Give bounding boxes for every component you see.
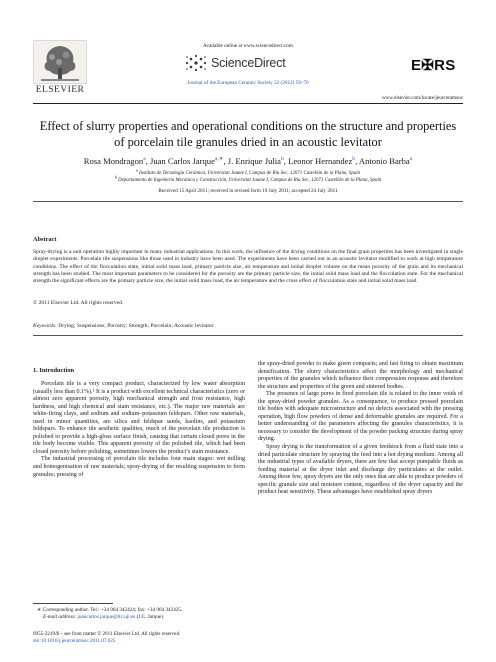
journal-url[interactable]: www.elsevier.com/locate/jeurceramsoc	[381, 95, 463, 101]
email-link[interactable]: juancarlos.jarque@itc.uji.es	[77, 613, 136, 620]
keywords-line	[33, 323, 463, 330]
keywords-list: Drying; Suspensions; Porosity; Strength; Porcelain; Acoustic levitator	[58, 323, 214, 329]
elsevier-logo	[33, 40, 87, 95]
keywords-label: Keywords:	[33, 323, 57, 329]
elsevier-tree-icon	[33, 40, 87, 84]
elsevier-wordmark: ELSEVIER	[35, 84, 85, 95]
sciencedirect-logo[interactable]	[183, 52, 313, 74]
article-title: Effect of slurry properties and operational conditions on the structure and properties of porcelain tile granules dried in an acoustic levitator	[39, 119, 457, 149]
header-rule	[33, 103, 463, 104]
author-name: Juan Carlos Jarque	[149, 156, 215, 166]
abstract-rule	[33, 335, 463, 336]
author-name: Antonio Barba	[358, 156, 410, 166]
author-name: J. Enrique Julia	[227, 156, 281, 166]
footnote-rule	[33, 603, 113, 604]
affiliation-mark: b	[114, 174, 117, 180]
body-paragraph: Porcelain tile is a very compact product, characterized by low water absorption (usually less than 0.1%).¹ It is a product with excellent technical characteristics (zero or almost zero apparent porosity, high mechanical strength and frost resistance, high hardness, and high chemical and stain resistance, etc.). The major raw materials are white-firing clays, and sodium and sodium–potassium feldspars. Other raw materials, used in minor quantities, are silica and feldspar sands, kaolins, and potassium feldspars. To enhance tile aesthetic qualities, much of the porcelain tile production is polished to provide a high-gloss surface finish, causing that certain closed pores in the tile body become visible. This apparent porosity of the polished tile, which had been closed porosity before polishing, sometimes lowers the product’s stain resistance.	[33, 381, 245, 455]
corresponding-author: ∗ Corresponding author. Tel.: +34 964 342424; fax: +34 964 342425.	[37, 607, 183, 613]
body-paragraph: The industrial processing of porcelain tile includes four main stages: wet milling and homogenisation of raw materials; spray-drying of the resulting suspension to form granules; pressing of	[33, 456, 245, 478]
author-affiliation-mark[interactable]: a	[409, 156, 413, 163]
footer	[33, 631, 293, 645]
affiliation-mark: a	[135, 167, 138, 173]
author-name: Leonor Hernandez	[288, 156, 353, 166]
article-dates: Received 15 April 2011; received in revised form 19 July 2011; accepted 24 July 2011	[158, 188, 338, 194]
body-paragraph: the spray-dried powder to make green compacts; and fast firing to obtain maximum densification. The slurry characteristics affect the morphology and mechanical properties of the granules which influence their compression response and therefore the structure and properties of the green and sintered bodies.	[258, 361, 463, 390]
doi-link[interactable]: doi:10.1016/j.jeurceramsoc.2011.07.025	[33, 637, 116, 644]
affiliation: $^b$ Departamento de Ingeniería Mecánica y Construcción, Universitat Jaume I, Campus de Riu Sec, 12071 Castellón de la Plana, Spain	[114, 174, 382, 184]
author-affiliation-mark[interactable]: b	[281, 156, 284, 163]
author-affiliation-mark[interactable]: b	[352, 156, 356, 163]
abstract-copyright: © 2011 Elsevier Ltd. All rights reserved.	[33, 300, 124, 306]
available-online-text: Available online at www.sciencedirect.com	[203, 43, 293, 49]
email-suffix: (J.C. Jarque).	[136, 613, 165, 620]
title-rule	[33, 201, 463, 202]
right-column	[258, 361, 463, 497]
author-affiliation-mark[interactable]: a,∗	[214, 156, 224, 163]
journal-reference[interactable]: Journal of the European Ceramic Society 32 (2012) 59–70	[187, 80, 309, 86]
email-line	[37, 614, 257, 621]
author-affiliation-mark[interactable]: a	[143, 156, 146, 163]
author-name: Rosa Mondragon	[83, 156, 144, 166]
journal-logo	[411, 55, 463, 77]
footnote	[37, 607, 257, 621]
ecers-logo-text: E✠RS	[411, 57, 456, 74]
email-label: E-mail address:	[43, 613, 77, 620]
issn-line: 0955-2219/$ – see front matter © 2011 Elsevier Ltd. All rights reserved.	[33, 631, 181, 637]
sciencedirect-icon	[183, 53, 209, 73]
body-paragraph: Spray drying is the transformation of a given feedstock from a fluid state into a dried particulate structure by spraying the feed into a hot drying medium. Among all the industrial types of available dryers, there are few that accept pumpable fluids as feeding material at the dryer inlet and discharge dry particulates at the outlet. Among those few, spray dryers are the only ones that are able to produce powders of specific granule size and moisture content, regardless of the dryer capacity and the product heat sensitivity. These advantages have established spray dryers	[258, 444, 463, 496]
section-heading-introduction: 1. Introduction	[33, 367, 75, 374]
sciencedirect-wordmark: ScienceDirect	[211, 56, 286, 70]
body-paragraph: The presence of large pores in fired porcelain tile is related to the inner voids of the spray-dried powder granules. As a consequence, to produce pressed porcelain tile bodies with adequate microstructure and no defects associated with the pressing operation, high flow powders of dense and deformable granules are required. For a better understanding of the parameters affecting the granules characteristics, it is necessary to consider the development of the powder packing structure during spray drying.	[258, 391, 463, 443]
left-column	[33, 381, 245, 479]
abstract-heading: Abstract	[33, 236, 57, 243]
affiliation: $^a$ Instituto de Tecnología Cerámica, Universitat Jaume I, Campus de Riu Sec, 12071 Castellón de la Plana, Spain	[135, 167, 361, 176]
affiliations	[33, 167, 463, 185]
abstract-body: Spray-drying is a unit operation highly important in many industrial applications. In this work, the influence of the drying conditions on the final grain properties has been investigated in single droplet experiments. Porcelain tile suspensions like those used in industry have been used. The experiments have been carried out in an acoustic levitator modified to work at high temperature conditions. The effect of the flocculation state, initial solid mass load, primary particle size, air temperature and initial droplet volume on the mean porosity of the grain and its mechanical strength has been studied. The most important parameters to be considered for the porosity are the primary particle size, the initial solid mass load and the flocculation state. For the mechanical strength the significant effects are the primary particle size, the initial solid mass load, the air temperature and the cross effect of flocculation state and initial solid mass load.	[33, 249, 463, 285]
author-list: Rosa Mondragon$^a$, Juan Carlos Jarque$^{a,∗}$, J. Enrique Julia$^b$, Leonor Hernandez$^b$, Antonio Barba$^a$	[83, 156, 413, 166]
